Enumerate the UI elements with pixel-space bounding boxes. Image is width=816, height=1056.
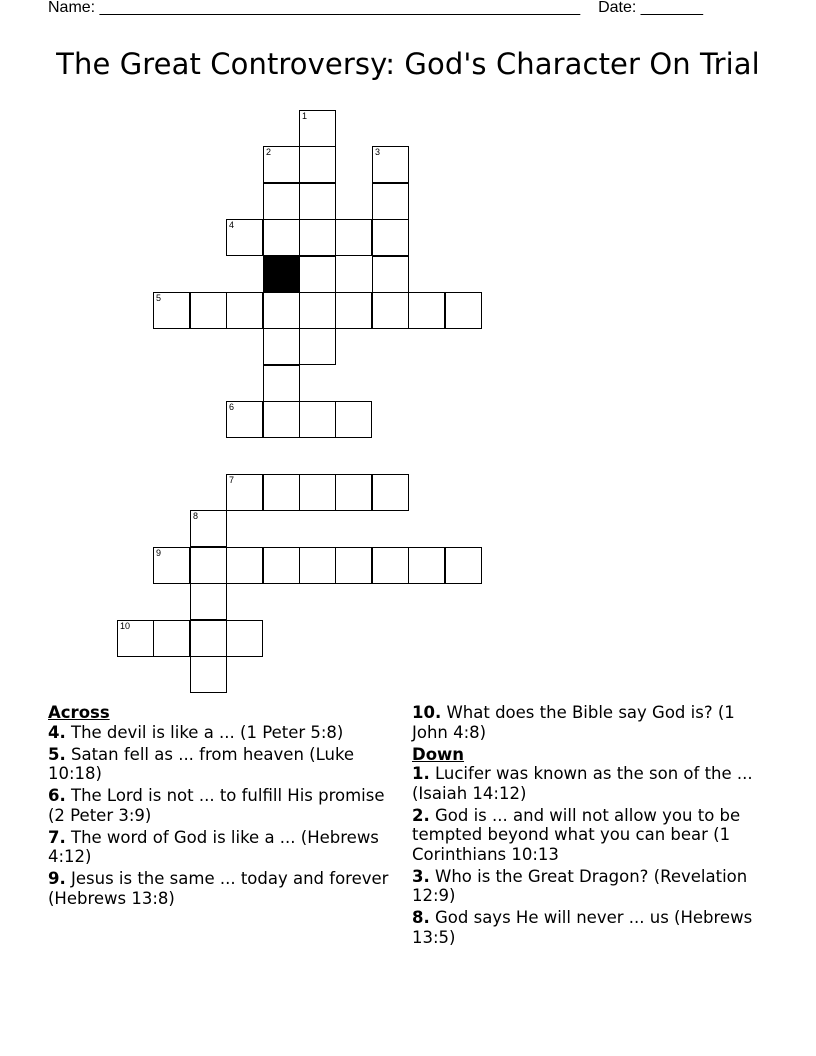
grid-cell[interactable]	[226, 620, 263, 657]
grid-cell[interactable]	[372, 183, 409, 220]
grid-cell[interactable]	[335, 401, 372, 438]
grid-cell[interactable]	[372, 256, 409, 293]
across-heading: Across	[48, 703, 110, 722]
grid-cell[interactable]	[226, 474, 263, 511]
grid-cell[interactable]	[190, 656, 227, 693]
clue-across-10	[412, 703, 772, 742]
grid-cell[interactable]	[263, 183, 300, 220]
clue-across-5	[48, 745, 398, 784]
clue-text: Satan fell as ... from heaven (Luke 10:18)	[48, 744, 355, 783]
cell-number: 8	[193, 511, 199, 521]
grid-cell[interactable]	[335, 474, 372, 511]
cell-number: 6	[229, 402, 235, 412]
clue-text: The devil is like a ... (1 Peter 5:8)	[71, 722, 344, 742]
clue-number: 3.	[412, 866, 430, 886]
grid-cell[interactable]	[190, 510, 227, 547]
grid-cell[interactable]	[335, 219, 372, 256]
grid-cell[interactable]	[153, 620, 190, 657]
grid-cell[interactable]	[190, 547, 227, 584]
grid-cell[interactable]	[263, 474, 300, 511]
cell-number: 7	[229, 475, 235, 485]
grid-cell[interactable]	[190, 583, 227, 620]
clue-number: 4.	[48, 722, 66, 742]
grid-cell[interactable]	[299, 183, 336, 220]
grid-cell[interactable]	[153, 292, 190, 329]
clue-number: 7.	[48, 827, 66, 847]
clue-text: God says He will never ... us (Hebrews 13:5)	[412, 908, 753, 947]
clue-across-6	[48, 786, 398, 825]
grid-cell[interactable]	[226, 292, 263, 329]
grid-cell[interactable]	[299, 328, 336, 365]
clue-text: Lucifer was known as the son of the ... (Isaiah 14:12)	[412, 764, 753, 803]
cell-number: 9	[156, 548, 162, 558]
clue-across-7	[48, 828, 398, 867]
grid-cell[interactable]	[372, 547, 409, 584]
clue-number: 10.	[412, 703, 442, 722]
grid-cell[interactable]	[226, 219, 263, 256]
grid-cell[interactable]	[263, 547, 300, 584]
grid-cell[interactable]	[445, 292, 482, 329]
clue-across-9	[48, 869, 398, 908]
clue-number: 8.	[412, 908, 430, 927]
grid-cell[interactable]	[299, 401, 336, 438]
grid-cell[interactable]	[372, 219, 409, 256]
clue-text: Who is the Great Dragon? (Revelation 12:9)	[412, 866, 748, 905]
clue-down-1	[412, 764, 772, 803]
clue-number: 1.	[412, 764, 430, 783]
clue-across-4	[48, 723, 398, 743]
grid-cell[interactable]	[190, 292, 227, 329]
grid-cell[interactable]	[117, 620, 154, 657]
cell-number: 1	[302, 111, 308, 121]
grid-cell[interactable]	[372, 474, 409, 511]
clue-down-3	[412, 867, 772, 906]
grid-cell[interactable]	[263, 365, 300, 402]
grid-cell[interactable]	[226, 401, 263, 438]
grid-cell[interactable]	[299, 547, 336, 584]
clue-number: 6.	[48, 786, 66, 805]
clue-text: What does the Bible say God is? (1 John 4:8)	[412, 703, 735, 742]
down-heading: Down	[412, 744, 465, 764]
grid-cell[interactable]	[263, 219, 300, 256]
clue-number: 5.	[48, 744, 66, 764]
clue-number: 2.	[412, 805, 430, 825]
grid-cell[interactable]	[408, 547, 445, 584]
black-cell	[263, 256, 300, 293]
grid-cell[interactable]	[153, 547, 190, 584]
grid-cell[interactable]	[263, 292, 300, 329]
grid-cell[interactable]	[299, 219, 336, 256]
clue-text: The word of God is like a ... (Hebrews 4:12)	[48, 827, 379, 866]
cell-number: 5	[156, 293, 162, 303]
grid-cell[interactable]	[226, 547, 263, 584]
clues-column-right	[412, 703, 772, 950]
grid-cell[interactable]	[263, 328, 300, 365]
cell-number: 10	[120, 621, 131, 631]
grid-cell[interactable]	[335, 292, 372, 329]
grid-cell[interactable]	[299, 146, 336, 183]
grid-cell[interactable]	[299, 110, 336, 147]
cell-number: 2	[266, 147, 272, 157]
grid-cell[interactable]	[263, 146, 300, 183]
date-field[interactable]: Date: _______	[598, 0, 704, 16]
name-field[interactable]: Name: ______________________________________________________	[48, 0, 581, 16]
grid-cell[interactable]	[372, 292, 409, 329]
clue-text: Jesus is the same ... today and forever (Hebrews 13:8)	[48, 869, 389, 908]
cell-number: 3	[375, 147, 381, 157]
grid-cell[interactable]	[408, 292, 445, 329]
puzzle-title: The Great Controversy: God's Character On Trial	[56, 47, 760, 81]
grid-cell[interactable]	[299, 474, 336, 511]
clue-down-8	[412, 908, 772, 947]
grid-cell[interactable]	[263, 401, 300, 438]
grid-cell[interactable]	[372, 146, 409, 183]
cell-number: 4	[229, 220, 235, 230]
grid-cell[interactable]	[299, 292, 336, 329]
clue-text: The Lord is not ... to fulfill His promise (2 Peter 3:9)	[48, 786, 385, 825]
clue-text: God is ... and will not allow you to be tempted beyond what you can bear (1 Corinthians 10:13	[412, 805, 741, 864]
clue-number: 9.	[48, 869, 66, 888]
grid-cell[interactable]	[190, 620, 227, 657]
grid-cell[interactable]	[335, 547, 372, 584]
grid-cell[interactable]	[445, 547, 482, 584]
grid-cell[interactable]	[299, 256, 336, 293]
clues-column-left	[48, 703, 398, 911]
clue-down-2	[412, 806, 772, 865]
